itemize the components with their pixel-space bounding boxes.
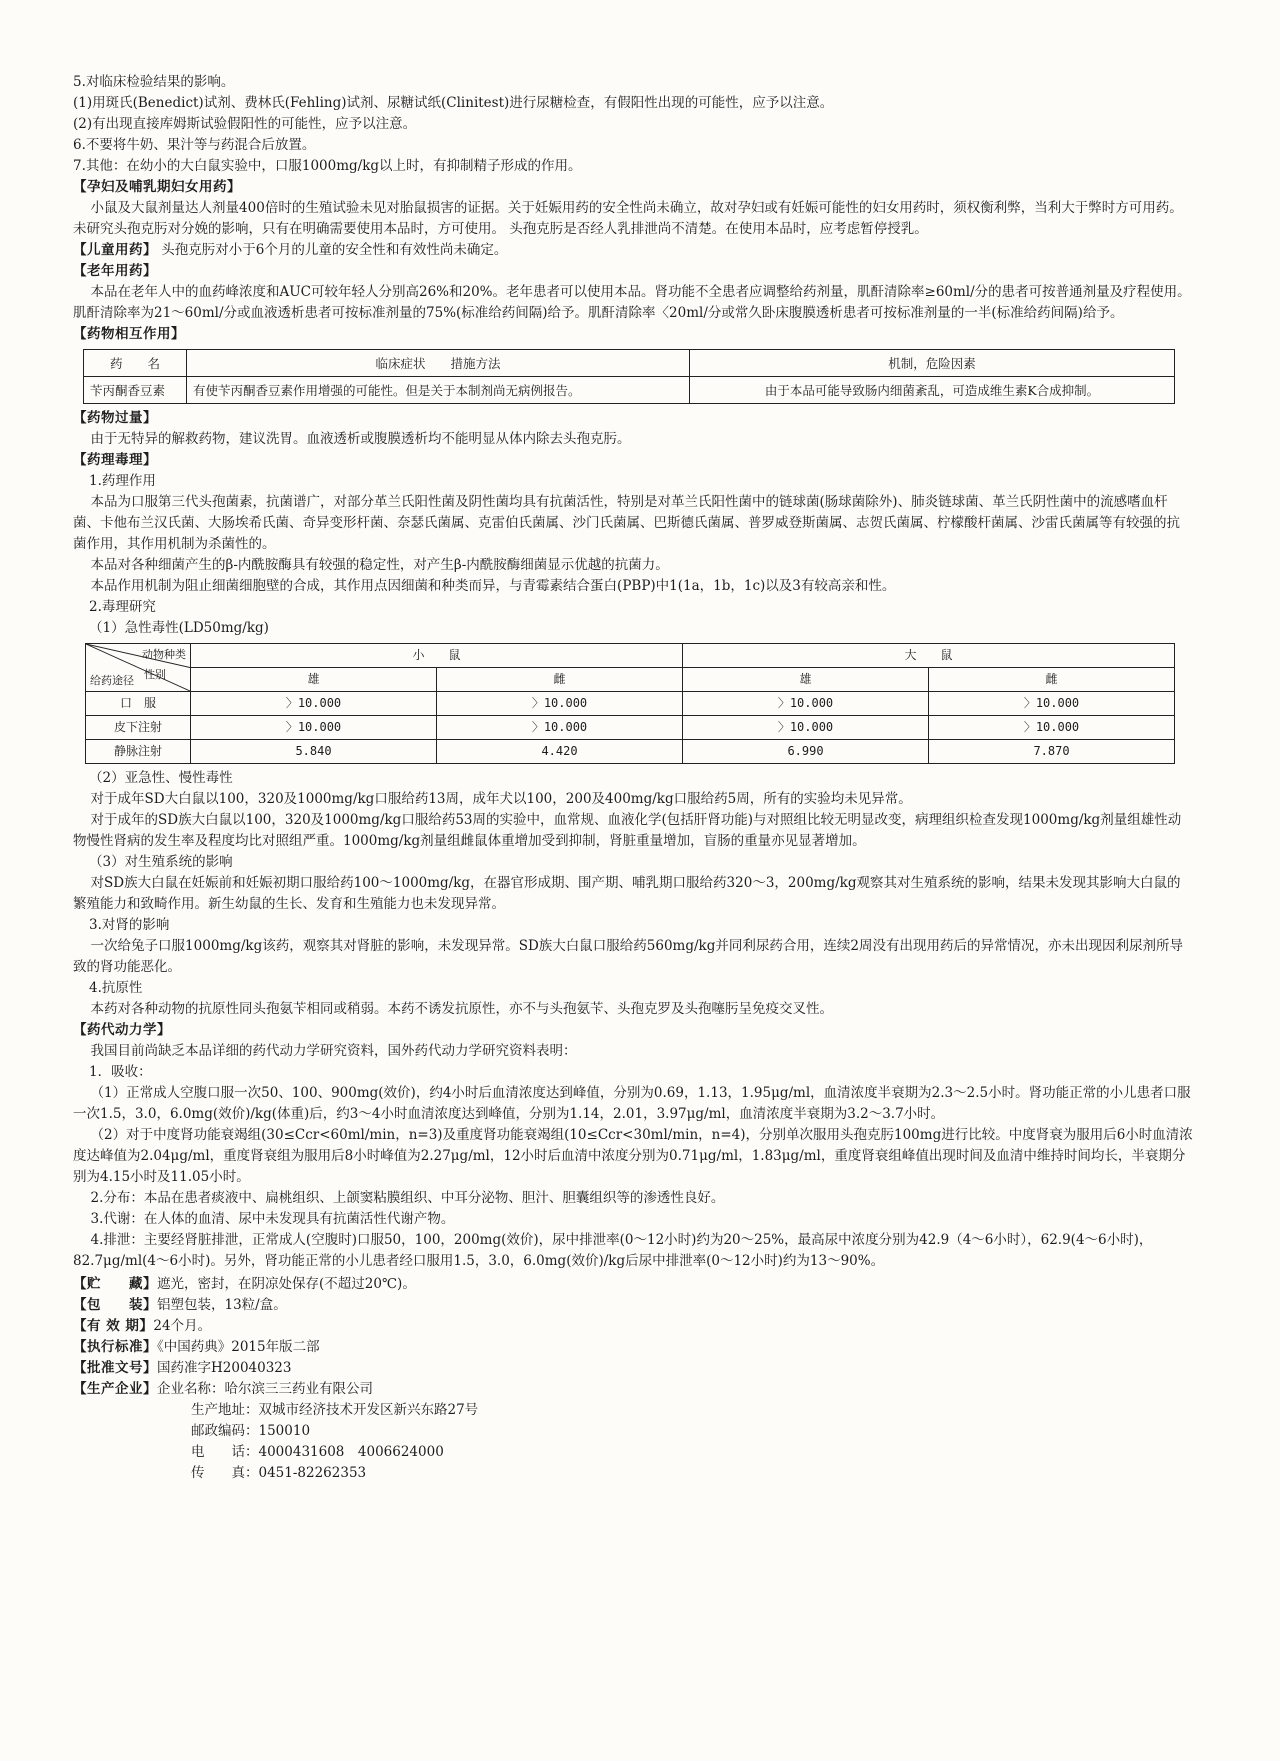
tox-cell: 〉10.000 bbox=[683, 716, 929, 740]
interaction-row bbox=[84, 377, 1175, 404]
manufacturer-fax: 传 真：0451-82262353 bbox=[191, 1465, 367, 1481]
repro-p: 对SD族大白鼠在妊娠前和妊娠初期口服给药100～1000mg/kg，在器官形成期、围产期、哺乳期口服给药320～3，200mg/kg观察其对生殖系统的影响，结果未发现其影响大白鼠的繁殖能力和致畸作用。新生幼鼠的生长、发育和生殖能力也未发现异常。 bbox=[73, 875, 1181, 912]
standard-label: 【执行标准】 bbox=[73, 1339, 157, 1355]
tox-cell: 〉10.000 bbox=[929, 716, 1175, 740]
tox-sex-rat-male: 雄 bbox=[683, 668, 929, 692]
pediatric-text: 头孢克肟对小于6个月的儿童的安全性和有效性尚未确定。 bbox=[161, 242, 508, 258]
tox-corner-sex: 性别 bbox=[144, 668, 166, 681]
tox-cell: 7.870 bbox=[929, 740, 1175, 764]
pk-absorption-p1: （1）正常成人空腹口服一次50、100、900mg(效价)，约4小时后血清浓度达到峰值，分别为0.69，1.13，1.95μg/ml，血清浓度半衰期为2.3～2.5小时。肾功能正常的小儿患者口服一次1.5，3.0，6.0mg(效价)/kg(体重)后，约3～4小时血清浓度达到峰值，分别为1.14，2.01，3.97μg/ml，血清浓度半衰期为3.2～3.7小时。 bbox=[73, 1085, 1191, 1122]
kidney-p: 一次给兔子口服1000mg/kg该药，观察其对肾脏的影响，未发现异常。SD族大白鼠口服给药560mg/kg并同利尿药合用，连续2周没有出现用药后的异常情况，亦未出现因利尿剂所导致的肾功能恶化。 bbox=[73, 938, 1183, 975]
pharm-action-p2: 本品对各种细菌产生的β-内酰胺酶具有较强的稳定性，对产生β-内酰胺酶细菌显示优越的抗菌力。 bbox=[90, 557, 669, 573]
pk-distribution: 2.分布：本品在患者痰液中、扁桃组织、上颌窦粘膜组织、中耳分泌物、胆汁、胆囊组织等的渗透性良好。 bbox=[90, 1190, 725, 1206]
pharmtox-title: 【药理毒理】 bbox=[73, 452, 157, 468]
pharm-action-title: 1.药理作用 bbox=[89, 473, 156, 489]
standard-value: 《中国药典》2015年版二部 bbox=[157, 1339, 320, 1355]
manufacturer-line bbox=[73, 1379, 1193, 1400]
approval-value: 国药准字H20040323 bbox=[157, 1360, 292, 1376]
tox-route-subcutaneous: 皮下注射 bbox=[86, 716, 191, 740]
tox-route-intravenous: 静脉注射 bbox=[86, 740, 191, 764]
subacute-p1: 对于成年SD大白鼠以100，320及1000mg/kg口服给药13周，成年犬以100，200及400mg/kg口服给药5周，所有的实验均未见异常。 bbox=[90, 791, 912, 807]
tox-cell: 4.420 bbox=[437, 740, 683, 764]
tox-row-oral bbox=[86, 692, 1175, 716]
elderly-text: 本品在老年人中的血药峰浓度和AUC可较年轻人分别高26%和20%。老年患者可以使用本品。肾功能不全患者应调整给药剂量，肌酐清除率≥60ml/分的患者可按普通剂量及疗程使用。肌酐清除率为21～60ml/分或血液透析患者可按标准剂量的75%(标准给药间隔)给予。肌酐清除率〈20ml/分或常久卧床腹膜透析患者可按标准剂量的一半(标准给药间隔)给予。 bbox=[73, 284, 1191, 321]
tox-species-mouse: 小 鼠 bbox=[191, 644, 683, 668]
s5-title: 5.对临床检验结果的影响。 bbox=[73, 74, 235, 90]
tox-species-rat: 大 鼠 bbox=[683, 644, 1175, 668]
pk-title: 【药代动力学】 bbox=[73, 1022, 171, 1038]
tox-species-row bbox=[86, 644, 1175, 668]
tox-cell: 5.840 bbox=[191, 740, 437, 764]
pregnancy-title: 【孕妇及哺乳期妇女用药】 bbox=[73, 179, 241, 195]
pediatric-title: 【儿童用药】 bbox=[73, 242, 157, 258]
interaction-header-row bbox=[84, 350, 1175, 377]
overdose-title: 【药物过量】 bbox=[73, 410, 157, 426]
pk-metabolism: 3.代谢：在人体的血清、尿中未发现具有抗菌活性代谢产物。 bbox=[90, 1211, 455, 1227]
s7: 7.其他：在幼小的大白鼠实验中，口服1000mg/kg以上时，有抑制精子形成的作用。 bbox=[73, 158, 582, 174]
package-line bbox=[73, 1295, 1193, 1316]
interaction-title: 【药物相互作用】 bbox=[73, 326, 185, 342]
tox-corner-species: 动物种类 bbox=[142, 648, 186, 661]
interaction-header-drug: 药 名 bbox=[84, 350, 187, 377]
antigen-title: 4.抗原性 bbox=[89, 980, 143, 996]
s6: 6.不要将牛奶、果汁等与药混合后放置。 bbox=[73, 137, 316, 153]
pk-absorption-title: 1．吸收： bbox=[89, 1064, 152, 1080]
standard-line bbox=[73, 1337, 1193, 1358]
interaction-drug: 苄丙酮香豆素 bbox=[84, 377, 187, 404]
tox-cell: 〉10.000 bbox=[437, 716, 683, 740]
tox-row-subcutaneous bbox=[86, 716, 1175, 740]
tox-cell: 〉10.000 bbox=[683, 692, 929, 716]
tox-sex-rat-female: 雌 bbox=[929, 668, 1175, 692]
elderly-title: 【老年用药】 bbox=[73, 263, 157, 279]
tox-cell: 〉10.000 bbox=[929, 692, 1175, 716]
interaction-symptom: 有使苄丙酮香豆素作用增强的可能性。但是关于本制剂尚无病例报告。 bbox=[187, 377, 690, 404]
manufacturer-phone: 电 话：4000431608 4006624000 bbox=[191, 1444, 444, 1460]
repro-title: （3）对生殖系统的影响 bbox=[89, 854, 233, 870]
leaflet-content bbox=[73, 72, 1193, 1484]
manufacturer-label: 【生产企业】 bbox=[73, 1381, 157, 1397]
manufacturer-postcode: 邮政编码：150010 bbox=[191, 1423, 311, 1439]
package-label: 【包 装】 bbox=[73, 1297, 157, 1313]
tox-cell: 6.990 bbox=[683, 740, 929, 764]
tox-cell: 〉10.000 bbox=[191, 716, 437, 740]
s5-p1: (1)用斑氏(Benedict)试剂、费林氏(Fehling)试剂、尿糖试纸(Clinitest)进行尿糖检查，有假阳性出现的可能性，应予以注意。 bbox=[73, 95, 834, 111]
tox-study-title: 2.毒理研究 bbox=[89, 599, 156, 615]
interaction-mechanism: 由于本品可能导致肠内细菌紊乱，可造成维生素K合成抑制。 bbox=[690, 377, 1175, 404]
interaction-header-mechanism: 机制，危险因素 bbox=[690, 350, 1175, 377]
pharm-action-p1: 本品为口服第三代头孢菌素，抗菌谱广，对部分革兰氏阳性菌及阴性菌均具有抗菌活性，特别是对革兰氏阳性菌中的链球菌(肠球菌除外)、肺炎链球菌、革兰氏阴性菌中的流感嗜血杆菌、卡他布兰汉氏菌、大肠埃希氏菌、奇异变形杆菌、奈瑟氏菌属、克雷伯氏菌属、沙门氏菌属、巴斯德氏菌属、普罗威登斯菌属、志贺氏菌属、柠檬酸杆菌属、沙雷氏菌属等有较强的抗菌作用，其作用机制为杀菌性的。 bbox=[73, 494, 1180, 552]
kidney-title: 3.对肾的影响 bbox=[89, 917, 170, 933]
approval-line bbox=[73, 1358, 1193, 1379]
interaction-table bbox=[83, 349, 1175, 404]
tox-corner-cell bbox=[86, 644, 191, 692]
manufacturer-name: 企业名称：哈尔滨三三药业有限公司 bbox=[157, 1381, 373, 1397]
product-info bbox=[73, 1274, 1193, 1484]
storage-value: 遮光，密封，在阴凉处保存(不超过20℃)。 bbox=[157, 1276, 416, 1292]
package-value: 铝塑包装，13粒/盒。 bbox=[157, 1297, 287, 1313]
interaction-header-symptom: 临床症状 措施方法 bbox=[187, 350, 690, 377]
storage-line bbox=[73, 1274, 1193, 1295]
acute-toxicity-table bbox=[85, 643, 1175, 764]
tox-cell: 〉10.000 bbox=[437, 692, 683, 716]
acute-tox-title: （1）急性毒性(LD50mg/kg) bbox=[89, 620, 269, 636]
tox-route-oral: 口 服 bbox=[86, 692, 191, 716]
validity-value: 24个月。 bbox=[153, 1318, 212, 1334]
pharm-action-p3: 本品作用机制为阻止细菌细胞壁的合成，其作用点因细菌和种类而异，与青霉素结合蛋白(PBP)中1(1a，1b，1c)以及3有较高亲和性。 bbox=[90, 578, 896, 594]
pediatric-line bbox=[73, 240, 1193, 261]
tox-row-intravenous bbox=[86, 740, 1175, 764]
validity-label: 【有 效 期】 bbox=[73, 1318, 154, 1334]
overdose-text: 由于无特异的解救药物，建议洗胃。血液透析或腹膜透析均不能明显从体内除去头孢克肟。 bbox=[90, 431, 631, 447]
antigen-p: 本药对各种动物的抗原性同头孢氨苄相同或稍弱。本药不诱发抗原性，亦不与头孢氨苄、头孢克罗及头孢噻肟呈免疫交叉性。 bbox=[90, 1001, 834, 1017]
approval-label: 【批准文号】 bbox=[73, 1360, 157, 1376]
tox-corner-route: 给药途径 bbox=[90, 674, 134, 687]
tox-sex-mouse-male: 雄 bbox=[191, 668, 437, 692]
tox-sex-mouse-female: 雌 bbox=[437, 668, 683, 692]
manufacturer-address: 生产地址：双城市经济技术开发区新兴东路27号 bbox=[191, 1402, 479, 1418]
pregnancy-text: 小鼠及大鼠剂量达人剂量400倍时的生殖试验未见对胎鼠损害的证据。关于妊娠用药的安全性尚未确立，故对孕妇或有妊娠可能性的妇女用药时，须权衡利弊，当利大于弊时方可用药。未研究头孢克肟对分娩的影响，只有在明确需要使用本品时，方可使用。 头孢克肟是否经人乳排泄尚不清楚。在使用本品时，应考虑暂停授乳。 bbox=[73, 200, 1183, 237]
pk-excretion: 4.排泄：主要经肾脏排泄，正常成人(空腹时)口服50，100，200mg(效价)，尿中排泄率(0～12小时)约为20～25%，最高尿中浓度分别为42.9（4～6小时），62.9(4～6小时)，82.7μg/ml(4～6小时)。另外，肾功能正常的小儿患者经口服用1.5，3.0，6.0mg(效价)/kg后尿中排泄率(0～12小时)约为13～90%。 bbox=[73, 1232, 1153, 1269]
pk-absorption-p2: （2）对于中度肾功能衰竭组(30≤Ccr<60ml/min，n=3)及重度肾功能衰竭组(10≤Ccr<30ml/min，n=4)，分别单次服用头孢克肟100mg进行比较。中度肾衰为服用后6小时血清浓度达峰值为2.04μg/ml，重度肾衰组为服用后8小时峰值为2.27μg/ml，12小时后血清中浓度分别为0.71μg/ml，1.83μg/ml，重度肾衰组峰值出现时间及血清中维持时间均长，半衰期分别为4.15小时及11.05小时。 bbox=[73, 1127, 1193, 1185]
storage-label: 【贮 藏】 bbox=[73, 1276, 157, 1292]
tox-sex-row bbox=[86, 668, 1175, 692]
subacute-title: （2）亚急性、慢性毒性 bbox=[89, 770, 233, 786]
subacute-p2: 对于成年的SD族大白鼠以100，320及1000mg/kg口服给药53周的实验中，血常规、血液化学(包括肝肾功能)与对照组比较无明显改变，病理组织检查发现1000mg/kg剂量组雄性动物慢性肾病的发生率及程度均比对照组严重。1000mg/kg剂量组雌鼠体重增加受到抑制，肾脏重量增加，盲肠的重量亦见显著增加。 bbox=[73, 812, 1182, 849]
pk-intro: 我国目前尚缺乏本品详细的药代动力学研究资料，国外药代动力学研究资料表明： bbox=[90, 1043, 577, 1059]
tox-cell: 〉10.000 bbox=[191, 692, 437, 716]
s5-p2: (2)有出现直接库姆斯试验假阳性的可能性，应予以注意。 bbox=[73, 116, 417, 132]
validity-line bbox=[73, 1316, 1193, 1337]
